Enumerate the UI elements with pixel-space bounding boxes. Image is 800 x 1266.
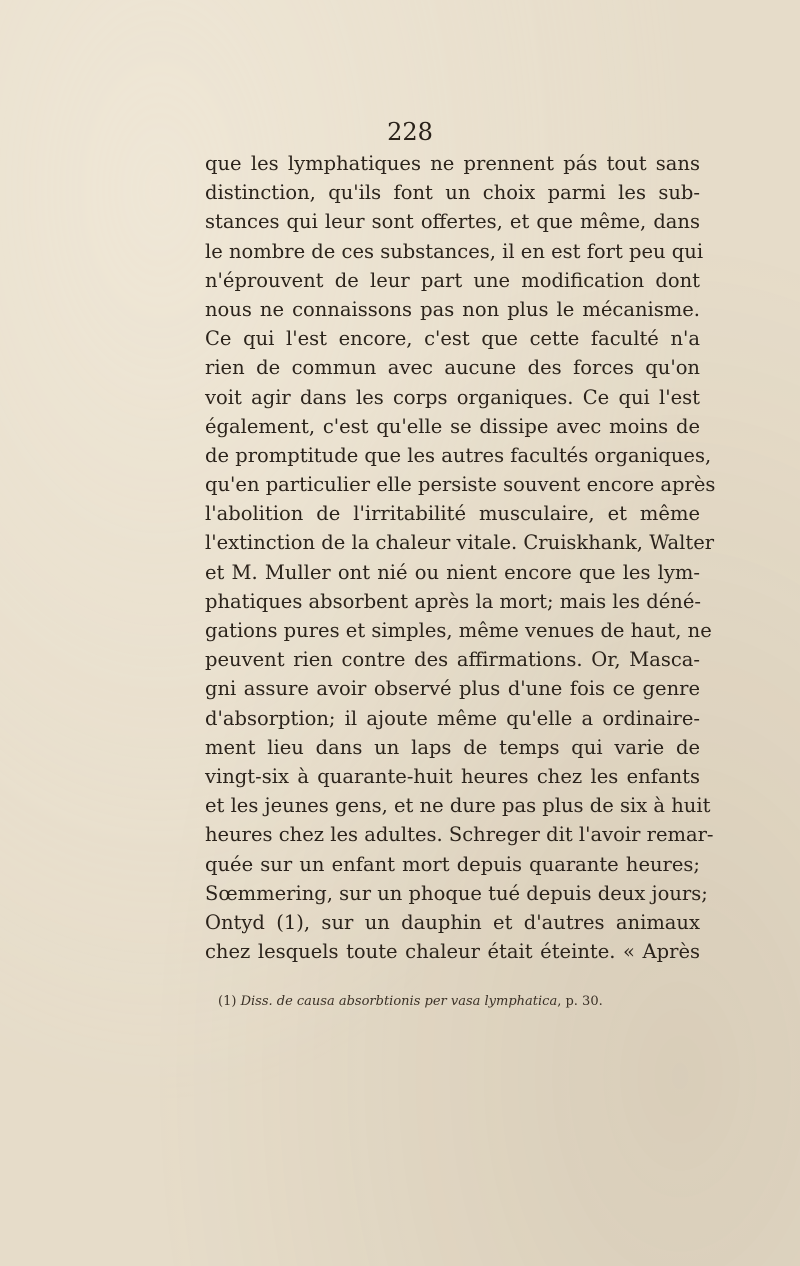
text-line: qu'en particulier elle persiste souvent encore après: [205, 473, 716, 497]
text-line: stances qui leur sont offertes, et que même, dans: [205, 210, 700, 234]
text-line: et M. Muller ont nié ou nient encore que les lym-: [205, 560, 700, 584]
text-line: peuvent rien contre des affirmations. Or, Masca-: [205, 648, 700, 672]
text-line: l'extinction de la chaleur vitale. Cruiskhank, Walter: [205, 531, 715, 555]
text-line: vingt-six à quarante-huit heures chez les enfants: [205, 764, 700, 788]
text-line: n'éprouvent de leur part une modification dont: [205, 268, 700, 292]
text-line: ment lieu dans un laps de temps qui varie de: [205, 735, 700, 759]
text-line: et les jeunes gens, et ne dure pas plus de six à huit: [205, 794, 711, 818]
text-line: également, c'est qu'elle se dissipe avec moins de: [205, 414, 700, 438]
text-line: distinction, qu'ils font un choix parmi les sub-: [205, 181, 700, 205]
text-line: le nombre de ces substances, il en est fort peu qui: [205, 239, 704, 263]
text-line: que les lymphatiques ne prennent pás tout sans: [205, 152, 700, 175]
text-line: Sœmmering, sur un phoque tué depuis deux jours;: [205, 881, 708, 905]
text-line: Ce qui l'est encore, c'est que cette faculté n'a: [205, 327, 700, 351]
text-line: phatiques absorbent après la mort; mais les déné-: [205, 589, 701, 613]
text-line: voit agir dans les corps organiques. Ce qui l'est: [205, 385, 700, 409]
text-line: Ontyd (1), sur un dauphin et d'autres animaux: [205, 910, 700, 934]
text-line: l'abolition de l'irritabilité musculaire, et même: [205, 502, 700, 526]
page-number: 228: [387, 118, 433, 146]
text-line: quée sur un enfant mort depuis quarante heures;: [205, 852, 700, 876]
footnote: [218, 994, 718, 1009]
footnote-marker: (1): [218, 994, 237, 1009]
body-text: [205, 149, 716, 966]
footnote-title: Diss. de causa absorbtionis per vasa lymphatica: [240, 994, 558, 1009]
text-line: nous ne connaissons pas non plus le mécanisme.: [205, 297, 700, 321]
text-line: gni assure avoir observé plus d'une fois ce genre: [205, 677, 700, 701]
footnote-page: , p. 30.: [557, 994, 603, 1009]
text-line: rien de commun avec aucune des forces qu'on: [205, 356, 700, 380]
text-line: heures chez les adultes. Schreger dit l'avoir remar-: [205, 823, 714, 847]
text-line: gations pures et simples, même venues de haut, ne: [205, 619, 712, 642]
text-line: de promptitude que les autres facultés organiques,: [205, 443, 712, 467]
text-line: chez lesquels toute chaleur était éteinte. « Après: [205, 940, 700, 964]
text-line: d'absorption; il ajoute même qu'elle a ordinaire-: [205, 706, 700, 730]
